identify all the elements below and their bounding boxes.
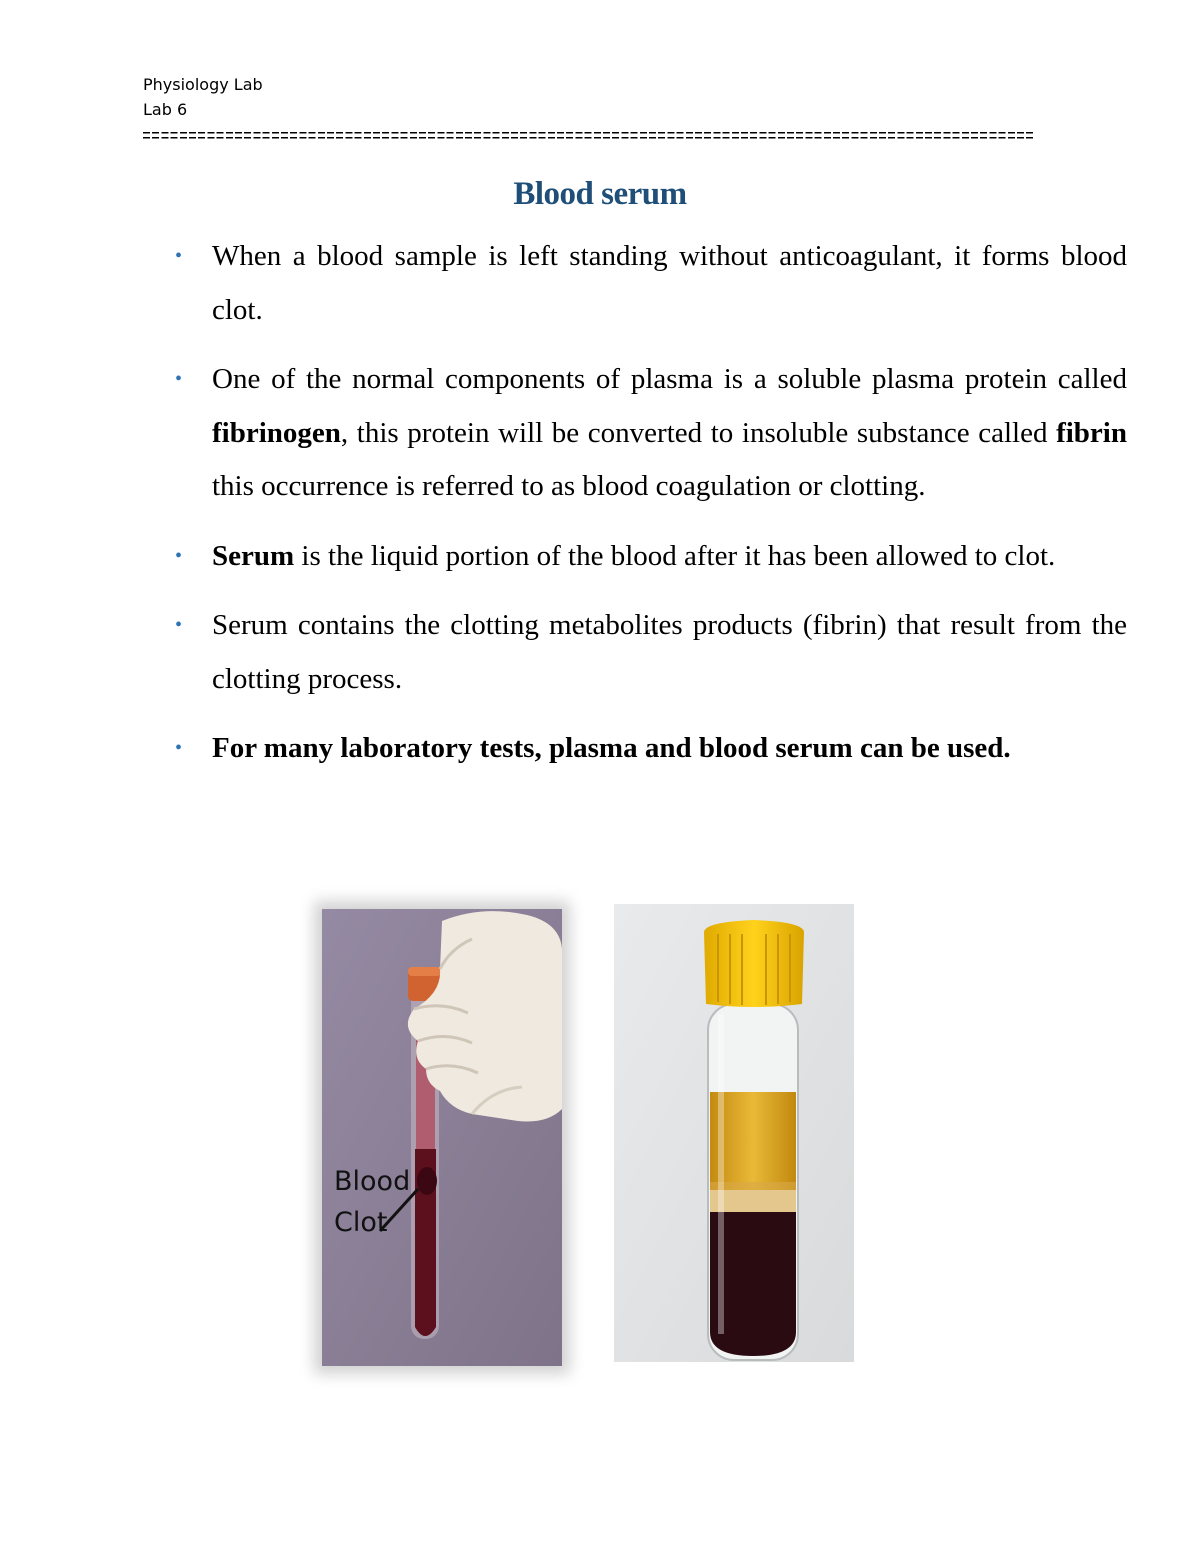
bullet-icon: • bbox=[175, 544, 183, 567]
term-fibrinogen: fibrinogen bbox=[212, 416, 341, 449]
bullet-icon: • bbox=[175, 614, 183, 636]
bullet-list bbox=[175, 230, 1127, 792]
header-course: Physiology Lab bbox=[143, 75, 263, 94]
bullet-icon: • bbox=[175, 368, 183, 390]
bullet-icon: • bbox=[175, 245, 183, 267]
page-header bbox=[143, 72, 263, 122]
blood-clot-photo bbox=[322, 909, 562, 1366]
term-serum: Serum bbox=[212, 539, 295, 572]
list-item: • For many laboratory tests, plasma and blood serum can be used. bbox=[175, 722, 1127, 776]
page-title: Blood serum bbox=[513, 176, 687, 212]
header-lab: Lab 6 bbox=[143, 100, 188, 119]
list-item: • When a blood sample is left standing without anticoagulant, it forms blood clot. bbox=[175, 230, 1127, 337]
list-item: • Serum contains the clotting metabolites products (fibrin) that result from the clotting process. bbox=[175, 599, 1127, 706]
list-item: • Serum is the liquid portion of the blood after it has been allowed to clot. bbox=[175, 530, 1127, 584]
serum-tube-photo bbox=[614, 904, 854, 1362]
bullet-icon: • bbox=[175, 737, 183, 759]
clot-label: Clot bbox=[334, 1207, 388, 1238]
header-separator bbox=[143, 128, 1033, 144]
term-fibrin: fibrin bbox=[1056, 416, 1127, 449]
blood-label: Blood bbox=[334, 1166, 411, 1197]
list-item: • One of the normal components of plasma is a soluble plasma protein called fibrinogen, this protein will be converted to insoluble substance called fibrin this occurrence is referred to as blood coagulation or clotting. bbox=[175, 353, 1127, 514]
